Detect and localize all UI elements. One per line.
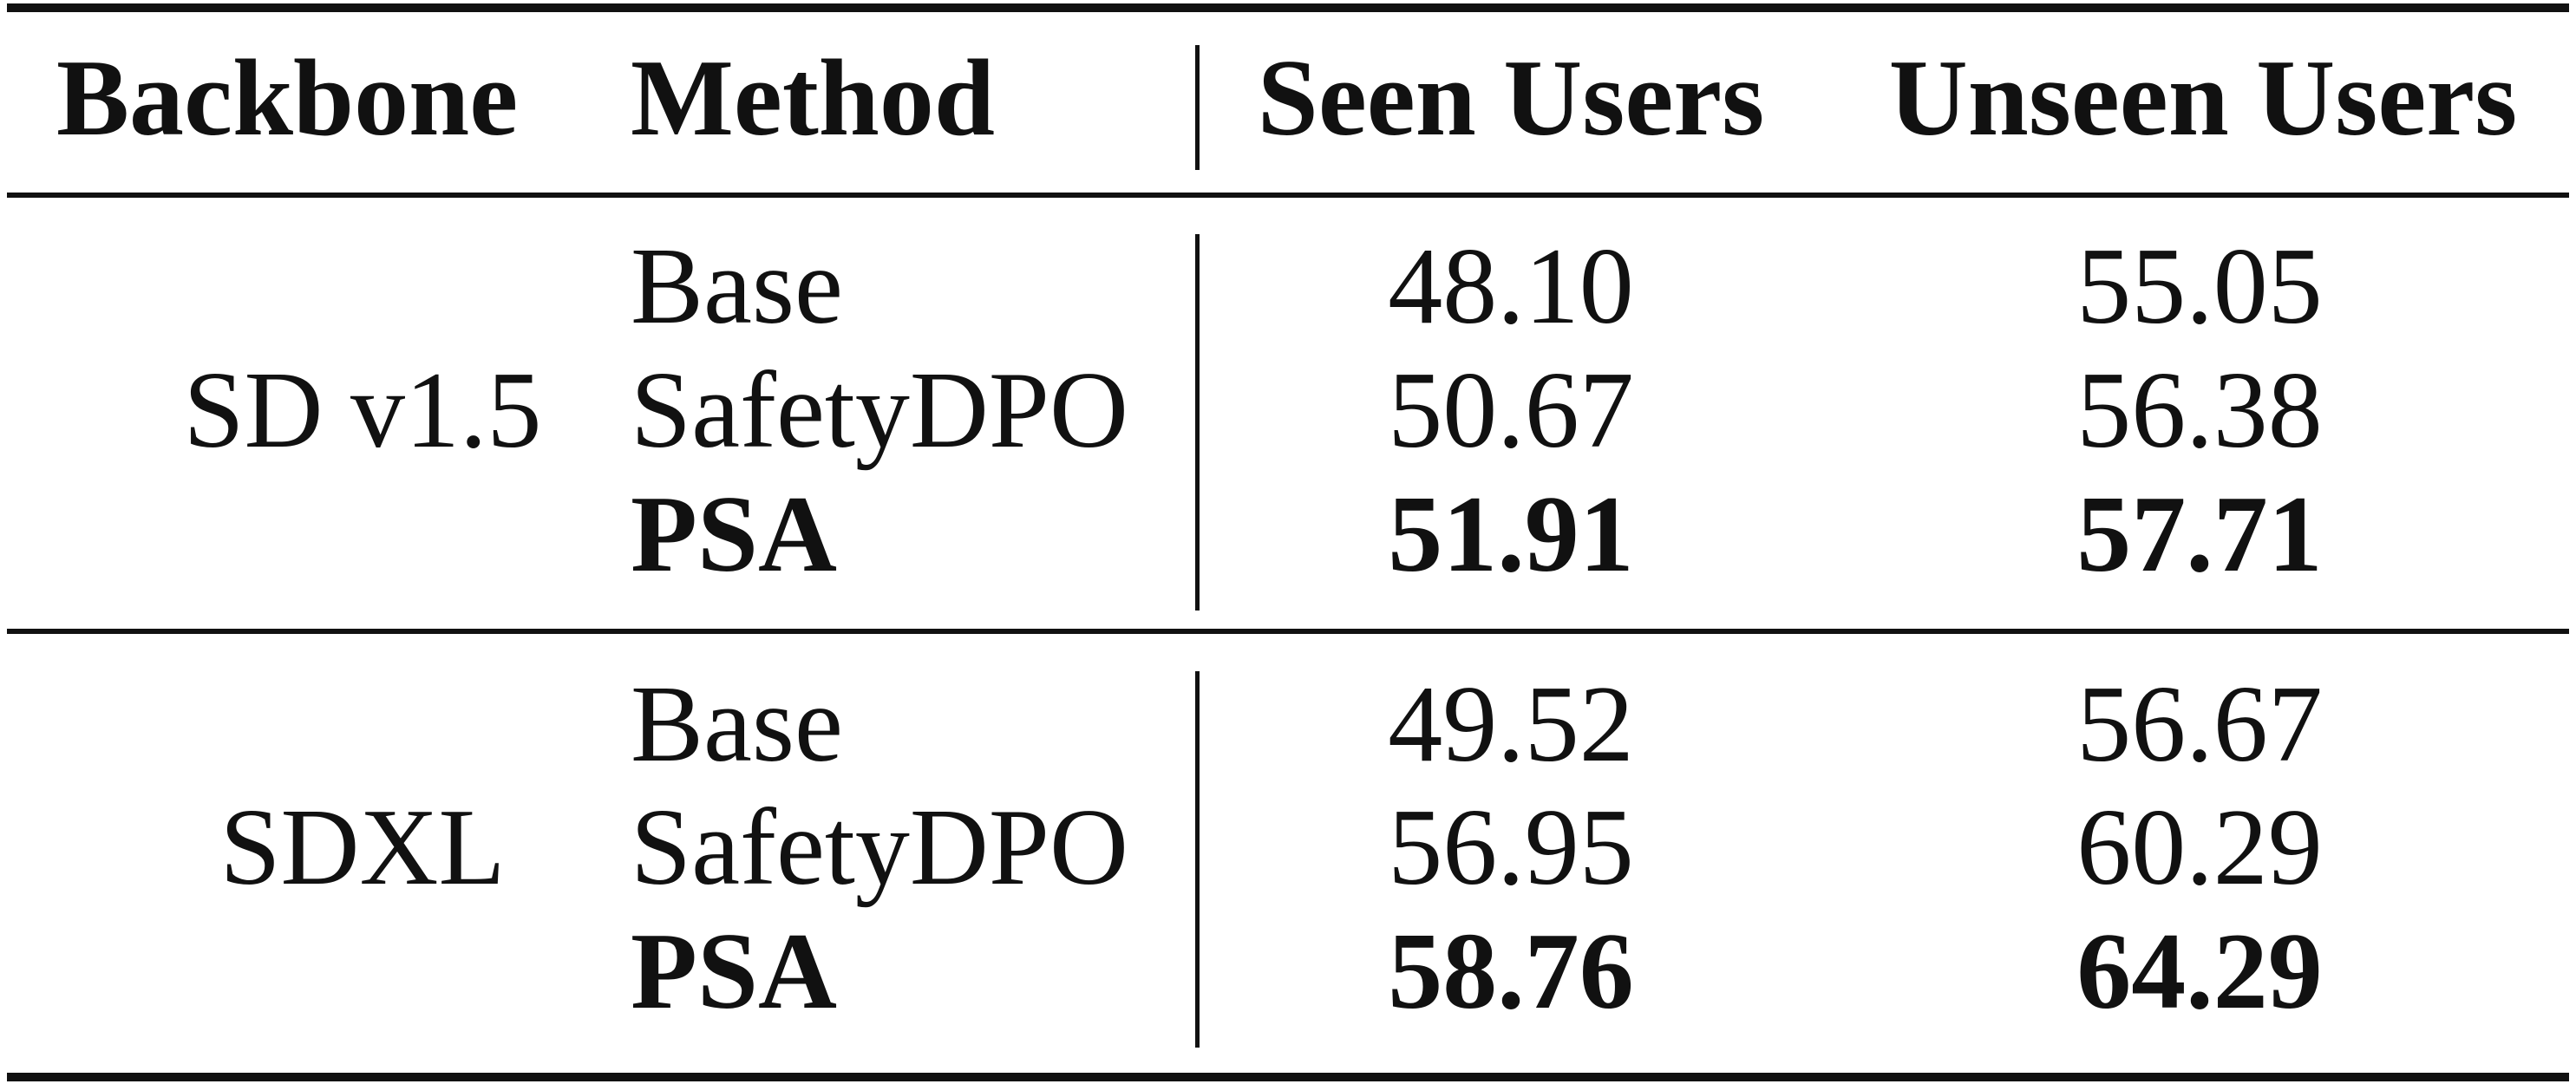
method-cell-best: PSA xyxy=(631,911,838,1032)
method-cell: SafetyDPO xyxy=(631,350,1128,471)
unseen-users-value: 55.05 xyxy=(2076,226,2323,347)
header-unseen-users: Unseen Users xyxy=(1888,38,2518,159)
top-rule xyxy=(7,3,2569,12)
seen-users-value-best: 51.91 xyxy=(1388,474,1634,595)
unseen-users-value-best: 57.71 xyxy=(2076,474,2323,595)
seen-users-value: 50.67 xyxy=(1388,350,1634,471)
unseen-users-value: 56.38 xyxy=(2076,350,2323,471)
bottom-rule xyxy=(7,1073,2569,1081)
header-backbone: Backbone xyxy=(56,38,519,159)
header-rule xyxy=(7,193,2569,198)
method-cell: SafetyDPO xyxy=(631,787,1128,908)
column-separator xyxy=(1195,671,1200,1048)
seen-users-value: 56.95 xyxy=(1388,787,1634,908)
method-cell-best: PSA xyxy=(631,474,838,595)
seen-users-value: 48.10 xyxy=(1388,226,1634,347)
seen-users-value: 49.52 xyxy=(1388,664,1634,785)
group-rule xyxy=(7,629,2569,634)
seen-users-value-best: 58.76 xyxy=(1388,911,1634,1032)
header-seen-users: Seen Users xyxy=(1257,38,1765,159)
backbone-label: SDXL xyxy=(219,787,506,908)
unseen-users-value: 60.29 xyxy=(2076,787,2323,908)
column-separator xyxy=(1195,234,1200,611)
column-separator xyxy=(1195,45,1200,170)
backbone-label: SD v1.5 xyxy=(183,350,542,471)
method-cell: Base xyxy=(631,226,843,347)
method-cell: Base xyxy=(631,664,843,785)
unseen-users-value-best: 64.29 xyxy=(2076,911,2323,1032)
unseen-users-value: 56.67 xyxy=(2076,664,2323,785)
header-method: Method xyxy=(631,38,995,159)
